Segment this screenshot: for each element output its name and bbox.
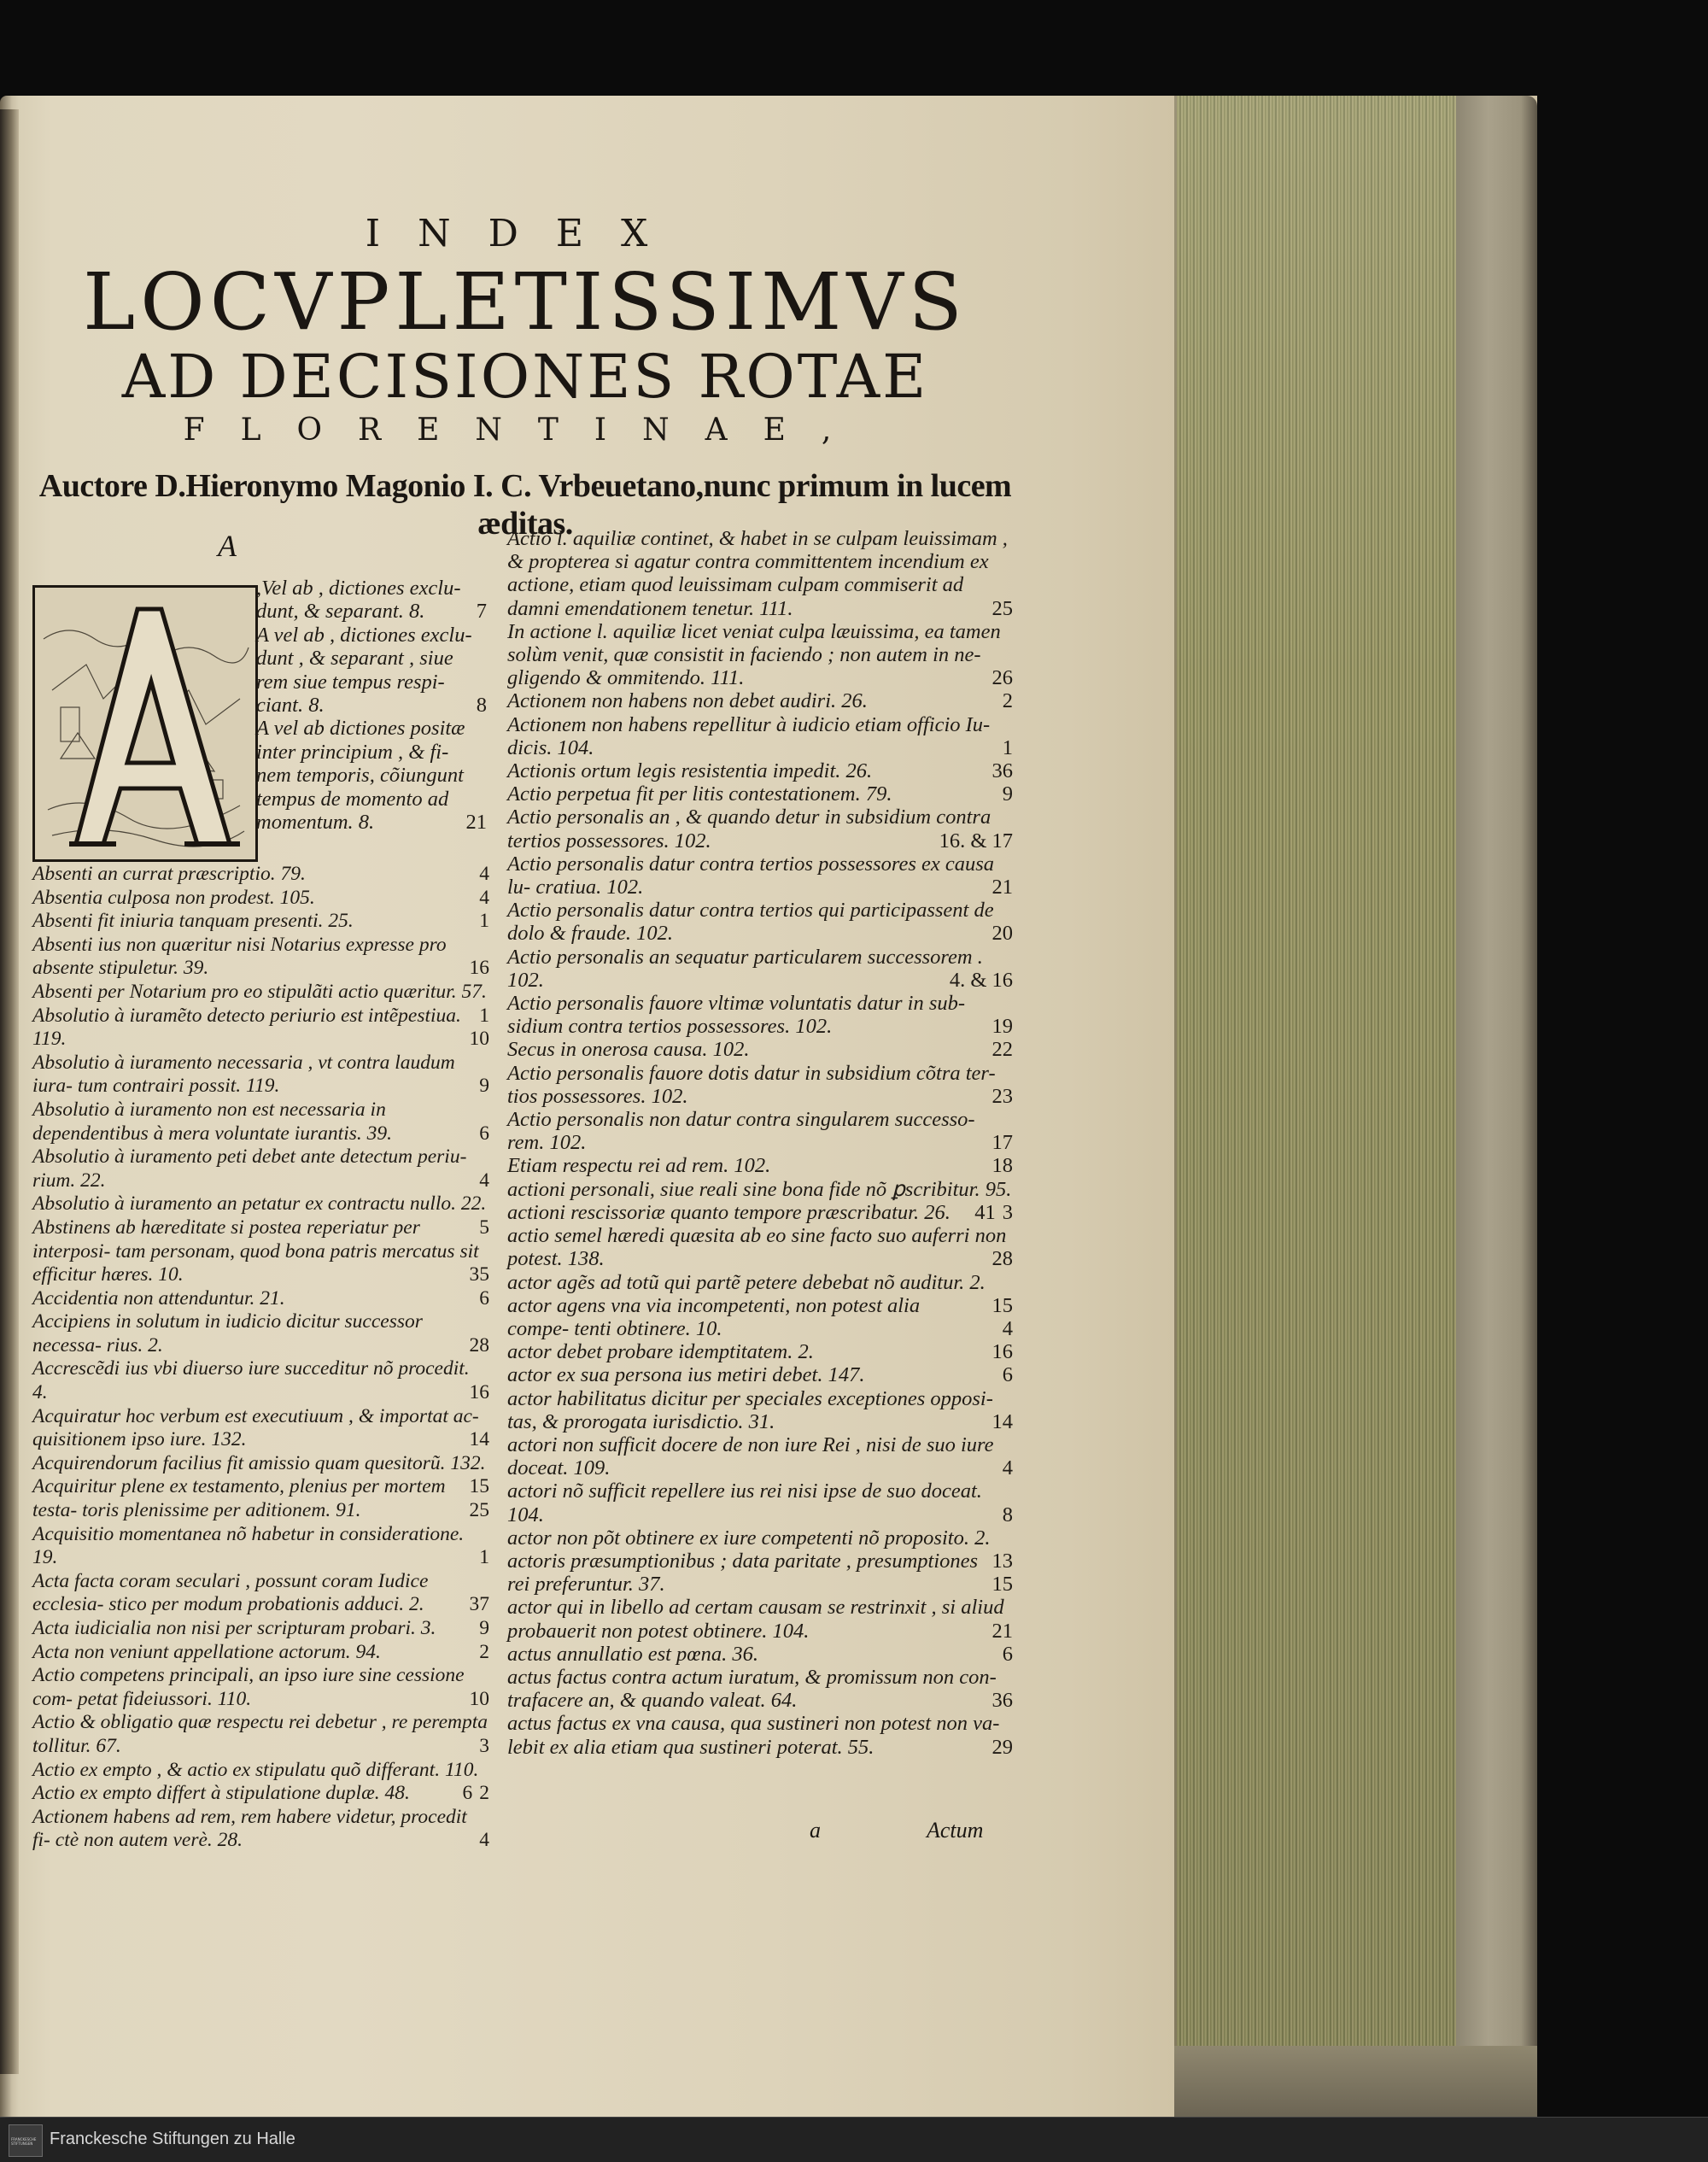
index-entry bbox=[32, 863, 489, 887]
entry-text: Absolutio à iuramẽto detecto periurio est intẽpestiua. 119. bbox=[32, 1004, 461, 1051]
index-entry bbox=[507, 1038, 1013, 1061]
entry-page-number: 3 bbox=[479, 1734, 489, 1757]
index-entry bbox=[507, 852, 1013, 899]
entry-page-number: 16 bbox=[991, 1340, 1013, 1364]
entry-text: actioni personali, siue reali sine bona fide nõ ꝑscribitur. 95. bbox=[507, 1177, 1012, 1201]
entry-text: Actio personalis an , & quando detur in subsidium contra tertios possessores. 102. bbox=[507, 806, 991, 852]
entry-page-number: 4 bbox=[479, 886, 489, 909]
entry-text: actio semel hæredi quæsita ab eo sine facto suo auferri non potest. 138. bbox=[507, 1224, 1007, 1271]
index-entry bbox=[32, 1405, 489, 1452]
index-entry bbox=[507, 946, 1013, 992]
entry-page-number: 15 bbox=[991, 1573, 1013, 1597]
signature-mark: a bbox=[810, 1818, 821, 1843]
index-entry bbox=[32, 1523, 489, 1570]
entry-text: actus factus ex vna causa, qua sustineri non potest non va- lebit ex alia etiam qua sustineri poterat. 55. bbox=[507, 1712, 1000, 1759]
entry-page-number: 6 bbox=[1002, 1642, 1013, 1666]
entry-page-number: 2 bbox=[479, 1640, 489, 1663]
entry-text: Actionis ortum legis resistentia impedit. 26. bbox=[507, 759, 873, 783]
entry-page-number: 1 bbox=[479, 1004, 489, 1027]
entry-text: Actio personalis non datur contra singularem successo- rem. 102. bbox=[507, 1108, 975, 1155]
institution-logo-icon bbox=[9, 2124, 43, 2157]
intro-entries bbox=[256, 577, 487, 834]
index-entry bbox=[507, 759, 1013, 782]
entry-text: Etiam respectu rei ad rem. 102. bbox=[507, 1154, 771, 1178]
entry-text: Actio ex empto , & actio ex stipulatu quõ differant. 110. bbox=[32, 1758, 479, 1781]
index-entry bbox=[507, 1479, 1013, 1526]
entry-text: Absolutio à iuramento necessaria , vt contra laudum iura- tum contrairi possit. 119. bbox=[32, 1051, 455, 1098]
index-entry bbox=[32, 887, 489, 911]
entry-page-number: 2 bbox=[1002, 689, 1013, 713]
index-entry bbox=[32, 1099, 489, 1145]
entry-text: actor agẽs ad totũ qui partẽ petere debebat nõ auditur. 2. bbox=[507, 1270, 986, 1294]
entry-text: Absolutio à iuramento non est necessaria in dependentibus à mera voluntate iurantis. 39. bbox=[32, 1098, 392, 1145]
entry-page-number: 4 bbox=[479, 863, 489, 885]
index-entry bbox=[507, 1062, 1013, 1108]
entry-page-number: 3 bbox=[1002, 1200, 1013, 1224]
decorated-initial-woodcut bbox=[32, 585, 258, 862]
index-entry: A vel ab dictiones positæ inter principium , & fi- nem temporis, cõiungunt tempus de momento ad momentum. 8. 21 bbox=[256, 717, 487, 835]
entry-page-number: 13 bbox=[991, 1549, 1013, 1573]
index-entry bbox=[507, 1340, 1013, 1363]
entry-page-number: 16. & 17 bbox=[939, 829, 1013, 852]
entry-text: actori non sufficit docere de non iure Rei , nisi de suo iure doceat. 109. bbox=[507, 1433, 994, 1480]
index-entry bbox=[507, 1108, 1013, 1154]
entry-page-number: 14 bbox=[991, 1409, 1013, 1433]
entry-text: Acquiritur plene ex testamento, plenius per mortem testa- toris plenissime per aditionem. 91. bbox=[32, 1475, 446, 1522]
entry-page-number: 29 bbox=[991, 1735, 1013, 1759]
index-entry bbox=[507, 1550, 1013, 1596]
entry-page-number: 23 bbox=[991, 1084, 1013, 1108]
entry-page-number: 16 bbox=[469, 1381, 489, 1404]
entry-text: Absenti fit iniuria tanquam presenti. 25. bbox=[32, 910, 354, 933]
index-column-left bbox=[32, 863, 489, 1853]
index-entry bbox=[32, 1570, 489, 1617]
entry-text: actor habilitatus dicitur per speciales exceptiones opposi- tas, & prorogata iurisdictio. 31. bbox=[507, 1386, 993, 1433]
entry-page-number: 10 bbox=[469, 1028, 489, 1051]
footer-institution-text[interactable]: Franckesche Stiftungen zu Halle bbox=[50, 2130, 295, 2148]
index-entry bbox=[507, 1294, 1013, 1340]
entry-text: Actio competens principali, an ipso iure sine cessione com- petat fideiussori. 110. bbox=[32, 1664, 465, 1710]
entry-text: Accrescẽdi ius vbi diuerso iure succeditur nõ procedit. 4. bbox=[32, 1357, 470, 1404]
entry-text: Actionem non habens non debet audiri. 26. bbox=[507, 689, 868, 713]
index-entry bbox=[32, 910, 489, 934]
entry-page-number: 17 bbox=[991, 1131, 1013, 1155]
entry-text: Actio l. aquiliæ continet, & habet in se culpam leuissimam , & propterea si agatur contra committentem incendium ex actione, etiam quod leuissimam culpam commiserit ad damni emendationem tenetur. 111. bbox=[507, 527, 1008, 620]
entry-page-number: 19 bbox=[991, 1015, 1013, 1039]
entry-page-number: 5 bbox=[479, 1216, 489, 1239]
entry-text: Absentia culposa non prodest. 105. bbox=[32, 886, 315, 909]
index-entry bbox=[507, 1224, 1013, 1270]
entry-page-number: 6 bbox=[462, 1782, 473, 1805]
entry-text: actus factus contra actum iuratum, & promissum non con- trafacere an, & quando valeat. 64. bbox=[507, 1665, 997, 1713]
index-entry bbox=[507, 782, 1013, 806]
index-entry bbox=[507, 1363, 1013, 1386]
index-entry bbox=[32, 1216, 489, 1287]
entry-page-number: 18 bbox=[991, 1154, 1013, 1178]
entry-text: actor debet probare idemptitatem. 2. bbox=[507, 1340, 814, 1364]
index-entry: A vel ab , dictiones exclu- dunt , & separant , siue rem siue tempus respi- ciant. 8. 8 bbox=[256, 623, 487, 718]
entry-page-number: 4. & 16 bbox=[949, 968, 1013, 992]
index-entry bbox=[32, 1052, 489, 1099]
index-entry bbox=[32, 1145, 489, 1192]
entry-text: Actio personalis fauore vltimæ voluntatis datur in sub- sidium contra tertios possessores. 102. bbox=[507, 992, 966, 1039]
entry-page-number: 36 bbox=[991, 1689, 1013, 1713]
index-entry bbox=[32, 1310, 489, 1357]
index-entry bbox=[32, 1451, 489, 1498]
header-index: INDEX bbox=[365, 212, 686, 255]
entry-text: Accidentia non attenduntur. 21. bbox=[32, 1286, 285, 1310]
header-title-line3: FLORENTINAE, bbox=[183, 413, 868, 448]
entry-text: Actio perpetua fit per litis contestationem. 79. bbox=[507, 782, 892, 806]
entry-page-number: 9 bbox=[479, 1075, 489, 1098]
entry-page-number: 14 bbox=[469, 1428, 489, 1451]
entry-page-number: 4 bbox=[1002, 1456, 1013, 1480]
entry-page-number: 6 bbox=[1002, 1363, 1013, 1387]
entry-page-number: 2 bbox=[479, 1782, 489, 1805]
entry-text: Acta iudicialia non nisi per scripturam probari. 3. bbox=[32, 1617, 436, 1639]
entry-text: actori nõ sufficit repellere ius rei nisi ipse de suo doceat. 104. bbox=[507, 1479, 982, 1526]
index-entry bbox=[32, 1287, 489, 1311]
entry-text: actor qui in libello ad certam causam se restrinxit , si aliud probauerit non potest obtinere. 104. bbox=[507, 1596, 1004, 1643]
entry-page-number: 41 bbox=[974, 1200, 996, 1224]
index-entry bbox=[507, 620, 1013, 690]
entry-text: Actio & obligatio quæ respectu rei debetur , re perempta tollitur. 67. bbox=[32, 1711, 488, 1757]
entry-text: Absenti per Notarium pro eo stipulãti actio quæritur. 57. bbox=[32, 980, 487, 1003]
entry-page-number: 1 bbox=[1002, 735, 1013, 759]
entry-text: Actio personalis an sequatur particularem successorem . 102. bbox=[507, 945, 983, 992]
index-entry bbox=[507, 1666, 1013, 1712]
entry-page-number: 10 bbox=[469, 1687, 489, 1710]
header-title-line2: AD DECISIONES ROTAE bbox=[121, 342, 929, 412]
entry-text: actor ex sua persona ius metiri debet. 147. bbox=[507, 1363, 865, 1387]
entry-page-number: 4 bbox=[1002, 1316, 1013, 1340]
index-entry bbox=[32, 1782, 489, 1806]
entry-page-number: 1 bbox=[479, 1546, 489, 1569]
index-entry bbox=[507, 1643, 1013, 1666]
entry-text: Absenti ius non quæritur nisi Notarius expresse pro absente stipuletur. 39. bbox=[32, 933, 447, 980]
entry-text: Absolutio à iuramento an petatur ex contractu nullo. 22. bbox=[32, 1192, 487, 1216]
entry-page-number: 21 bbox=[991, 876, 1013, 899]
index-entry bbox=[32, 1475, 489, 1522]
book-bottom-edge bbox=[1174, 2046, 1537, 2117]
footer-bar bbox=[0, 2117, 1708, 2162]
entry-text: Absenti an currat præscriptio. 79. bbox=[32, 863, 306, 885]
entry-page-number: 16 bbox=[469, 957, 489, 980]
entry-page-number: 21 bbox=[991, 1619, 1013, 1643]
entry-text: actus annullatio est pœna. 36. bbox=[507, 1642, 758, 1666]
entry-text: Absolutio à iuramento peti debet ante detectum periu- rium. 22. bbox=[32, 1145, 467, 1192]
entry-page-number: 9 bbox=[479, 1617, 489, 1639]
index-entry bbox=[507, 1201, 1013, 1224]
index-entry bbox=[32, 1641, 489, 1665]
woodcut-initial-icon bbox=[35, 588, 255, 859]
section-letter: A bbox=[218, 529, 237, 563]
index-entry bbox=[32, 1664, 489, 1711]
index-entry bbox=[32, 934, 489, 981]
entry-text: Accipiens in solutum in iudicio dicitur successor necessa- rius. 2. bbox=[32, 1310, 423, 1356]
index-entry bbox=[507, 527, 1013, 620]
entry-page-number: 8 bbox=[1002, 1503, 1013, 1526]
entry-text: Actionem non habens repellitur à iudicio etiam officio Iu- dicis. 104. bbox=[507, 712, 991, 759]
index-entry bbox=[32, 1617, 489, 1641]
entry-text: Acquirendorum facilius fit amissio quam quesitorũ. 132. bbox=[32, 1451, 486, 1474]
index-entry bbox=[507, 1596, 1013, 1642]
index-entry: ,Vel ab , dictiones exclu- dunt, & separant. 8. 7 bbox=[256, 577, 487, 624]
index-entry bbox=[32, 1192, 489, 1239]
entry-page-number: 25 bbox=[469, 1499, 489, 1522]
index-entry bbox=[507, 1433, 1013, 1479]
entry-text: Actio personalis datur contra tertios possessores ex causa lu- cratiua. 102. bbox=[507, 852, 995, 899]
entry-page-number: 35 bbox=[469, 1263, 489, 1286]
entry-page-number: 36 bbox=[991, 759, 1013, 783]
entry-text: Actio personalis fauore dotis datur in subsidium cõtra ter- tios possessores. 102. bbox=[507, 1061, 996, 1108]
entry-text: actoris præsumptionibus ; data paritate , presumptiones rei preferuntur. 37. bbox=[507, 1549, 979, 1597]
entry-text: Acquiratur hoc verbum est executiuum , & importat ac- quisitionem ipso iure. 132. bbox=[32, 1404, 479, 1451]
index-entry bbox=[507, 992, 1013, 1038]
entry-page-number: 25 bbox=[991, 596, 1013, 620]
entry-page-number: 15 bbox=[991, 1293, 1013, 1317]
entry-page-number: 6 bbox=[479, 1286, 489, 1310]
entry-page-number: 6 bbox=[479, 1122, 489, 1145]
entry-page-number: 20 bbox=[991, 922, 1013, 946]
index-column-right bbox=[507, 527, 1013, 1759]
entry-page-number: 9 bbox=[1002, 782, 1013, 806]
header-title-line1: LOCVPLETISSIMVS bbox=[83, 256, 968, 348]
entry-page-number: 4 bbox=[479, 1169, 489, 1192]
entry-page-number: 4 bbox=[479, 1829, 489, 1852]
entry-page-number: 15 bbox=[469, 1475, 489, 1498]
index-entry bbox=[507, 713, 1013, 759]
index-entry bbox=[32, 1357, 489, 1404]
entry-text: Secus in onerosa causa. 102. bbox=[507, 1038, 750, 1062]
catchword: Actum bbox=[927, 1818, 984, 1843]
index-entry bbox=[507, 689, 1013, 712]
entry-page-number: 22 bbox=[991, 1038, 1013, 1062]
index-entry bbox=[32, 1806, 489, 1853]
logo-label: FRANCKESCHE STIFTUNGEN bbox=[11, 2137, 37, 2146]
entry-text: Actio personalis datur contra tertios qui participassent de dolo & fraude. 102. bbox=[507, 899, 994, 946]
entry-text: Acquisitio momentanea nõ habetur in consideratione. 19. bbox=[32, 1522, 465, 1569]
entry-text: Acta facta coram seculari , possunt coram Iudice ecclesia- stico per modum probationis adduci. 2. bbox=[32, 1569, 429, 1616]
entry-page-number: 26 bbox=[991, 666, 1013, 690]
entry-text: actioni rescissoriæ quanto tempore præscribatur. 26. bbox=[507, 1200, 951, 1224]
entry-text: Actionem habens ad rem, rem habere videtur, procedit fi- ctè non autem verè. 28. bbox=[32, 1805, 467, 1852]
entry-text: Abstinens ab hæreditate si postea reperiatur per interposi- tam personam, quod bona patris mercatus sit efficitur hæres. 10. bbox=[32, 1216, 479, 1286]
index-entry bbox=[32, 1711, 489, 1758]
entry-text: Actio ex empto differt à stipulatione duplæ. 48. bbox=[32, 1782, 410, 1805]
entry-page-number: 1 bbox=[479, 910, 489, 933]
header-author-line: Auctore D.Hieronymo Magonio I. C. Vrbeuetano,nunc primum in lucem æditas. bbox=[38, 468, 1012, 542]
index-entry bbox=[507, 1712, 1013, 1758]
entry-text: In actione l. aquiliæ licet veniat culpa læuissima, ea tamen solùm venit, quæ consistit in faciendo ; non autem in ne- gligendo & ommitendo. 111. bbox=[507, 619, 1001, 690]
entry-page-number: 28 bbox=[469, 1333, 489, 1356]
index-entry bbox=[32, 980, 489, 1027]
entry-text: actor non põt obtinere ex iure competenti nõ proposito. 2. bbox=[507, 1526, 991, 1550]
index-entry bbox=[507, 899, 1013, 945]
index-entry bbox=[507, 1154, 1013, 1177]
index-entry bbox=[32, 1005, 489, 1052]
entry-page-number: 37 bbox=[469, 1593, 489, 1616]
entry-page-number: 28 bbox=[991, 1247, 1013, 1271]
entry-text: actor agens vna via incompetenti, non potest alia compe- tenti obtinere. 10. bbox=[507, 1293, 921, 1340]
index-entry bbox=[507, 1387, 1013, 1433]
index-entry bbox=[507, 806, 1013, 852]
entry-text: Acta non veniunt appellatione actorum. 94. bbox=[32, 1640, 381, 1663]
book-cover-edge bbox=[1456, 96, 1537, 2117]
